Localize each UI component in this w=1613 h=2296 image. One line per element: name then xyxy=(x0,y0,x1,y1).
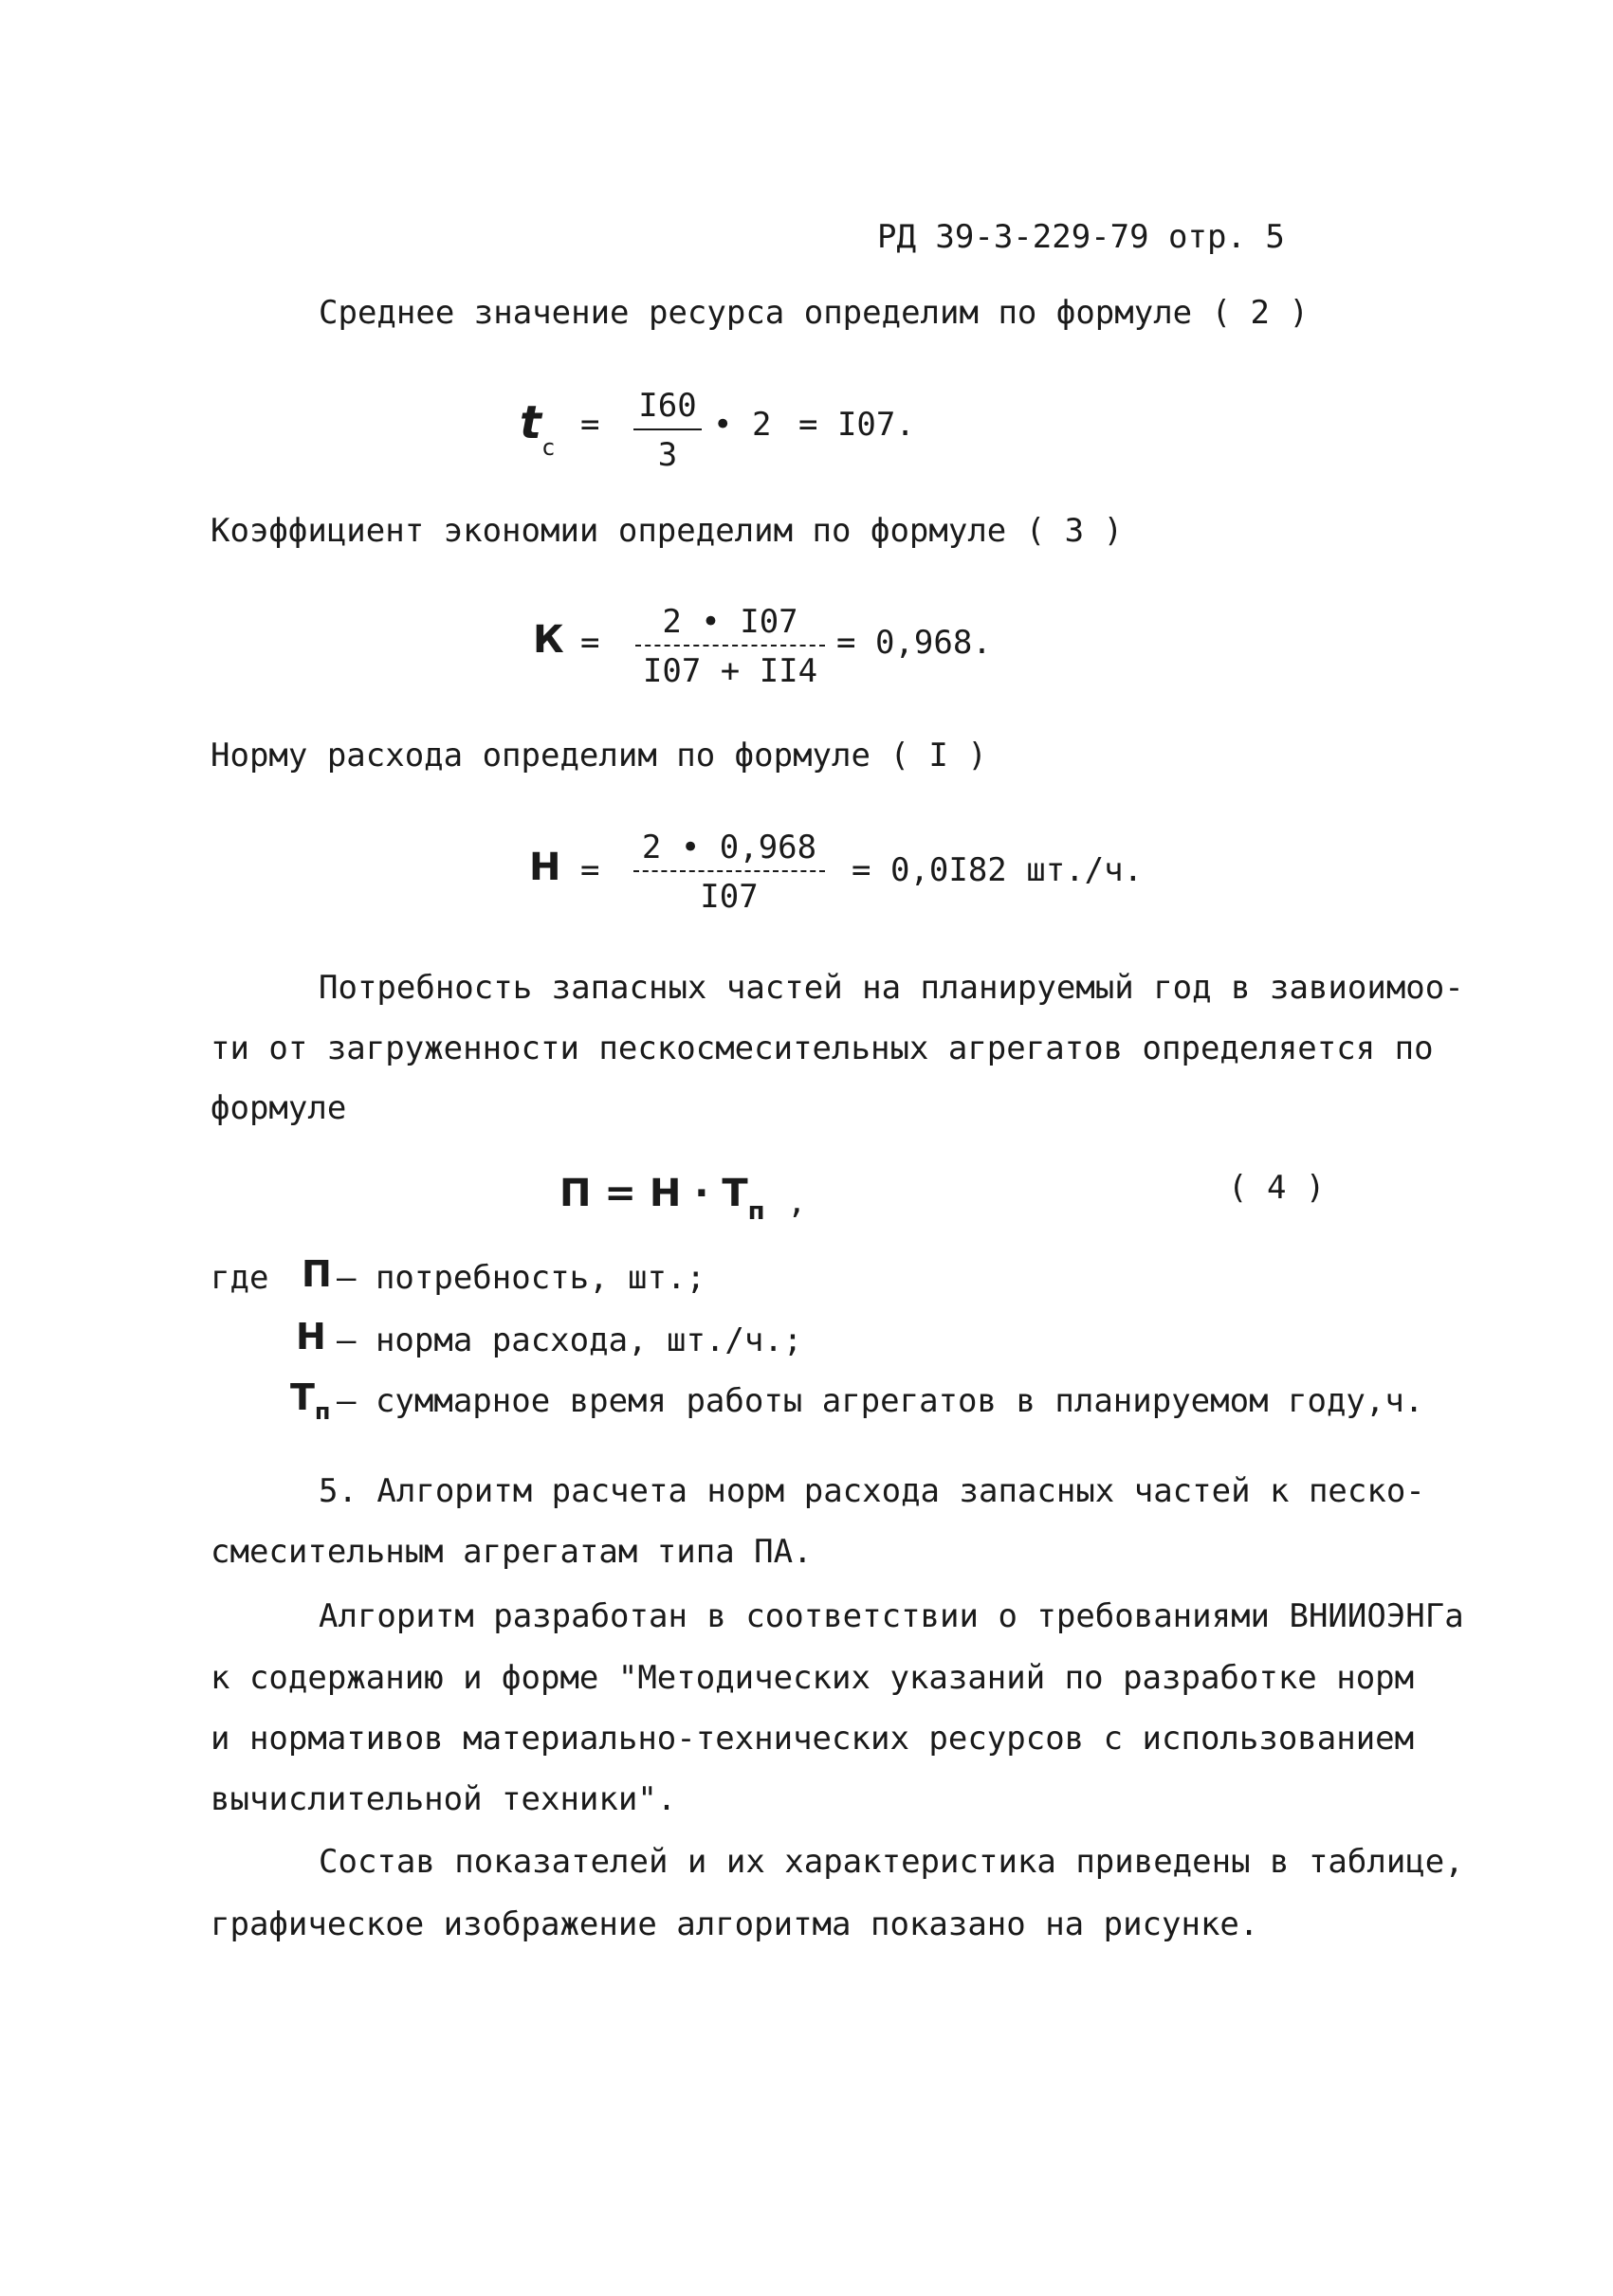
definition-item xyxy=(296,1316,326,1358)
definition-text: – потребность, шт.; xyxy=(337,1259,706,1297)
formula2-eq1: = xyxy=(580,624,600,662)
formula1-eq1: = xyxy=(580,406,600,444)
definition-symbol-sub: п xyxy=(314,1398,331,1425)
formula2-fraction xyxy=(635,603,825,690)
paragraph6-line: Состав показателей и их характеристика приведены в таблице, xyxy=(319,1843,1464,1881)
formula3-result: = 0,0I82 шт./ч. xyxy=(852,851,1144,889)
formula3-eq1: = xyxy=(580,851,600,889)
paragraph-average-resource: Среднее значение ресурса определим по формуле ( 2 ) xyxy=(319,294,1309,332)
paragraph5-line: Алгоритм разработан в соответствии о требованиями ВНИИОЭНГа xyxy=(319,1597,1464,1635)
definitions-where: где xyxy=(211,1259,269,1297)
formula1-denominator: 3 xyxy=(657,436,678,474)
page-header: РД 39-3-229-79 отр. 5 xyxy=(877,218,1285,256)
paragraph5-line: и нормативов материально-технических ресурсов с использованием xyxy=(211,1720,1415,1758)
formula1-multiplier: • 2 xyxy=(713,406,772,444)
formula4-comma: , xyxy=(787,1183,807,1221)
formula4-sub: п xyxy=(747,1197,765,1226)
formula2-denominator: I07 + II4 xyxy=(642,652,818,690)
formula2-result: = 0,968. xyxy=(836,624,992,662)
definition-symbol: П xyxy=(302,1253,332,1295)
definition-text: – суммарное время работы агрегатов в планируемом году,ч. xyxy=(337,1382,1424,1420)
paragraph5-line: вычислительной техники". xyxy=(211,1780,677,1818)
formula3-numerator: 2 • 0,968 xyxy=(633,829,825,872)
formula4-expression: П = Н · Т xyxy=(559,1172,748,1215)
formula1-fraction xyxy=(633,387,702,474)
formula2-lhs: К xyxy=(533,618,564,662)
formula3-denominator: I07 xyxy=(700,878,759,916)
definition-symbol: Н xyxy=(296,1316,326,1358)
paragraph4-line: ти от загруженности пескосмесительных агрегатов определяется по xyxy=(211,1030,1434,1067)
paragraph5-line: к содержанию и форме "Методических указаний по разработке норм xyxy=(211,1659,1415,1697)
formula3-fraction xyxy=(633,829,825,916)
formula4-number: ( 4 ) xyxy=(1228,1169,1326,1207)
paragraph-economy-coefficient: Коэффициент экономии определим по формуле ( 3 ) xyxy=(211,512,1124,550)
formula1-numerator: I60 xyxy=(633,387,702,430)
section5-line: смесительным агрегатам типа ПА. xyxy=(211,1533,813,1571)
paragraph4-line: формуле xyxy=(211,1089,347,1127)
paragraph-consumption-norm: Норму расхода определим по формуле ( I ) xyxy=(211,737,987,774)
formula2-numerator: 2 • I07 xyxy=(635,603,825,647)
paragraph6-line: графическое изображение алгоритма показано на рисунке. xyxy=(211,1905,1259,1943)
formula3-lhs: Н xyxy=(529,846,561,889)
definition-symbol: Т xyxy=(290,1376,315,1418)
formula1-result: = I07. xyxy=(798,406,915,444)
formula1-lhs-sub: c xyxy=(541,434,556,461)
definition-item xyxy=(302,1253,332,1295)
definition-text: – норма расхода, шт./ч.; xyxy=(337,1321,803,1359)
definition-item xyxy=(290,1376,331,1425)
formula1-lhs: t xyxy=(520,396,541,449)
section5-line: 5. Алгоритм расчета норм расхода запасных частей к песко- xyxy=(319,1472,1425,1510)
paragraph4-line: Потребность запасных частей на планируемый год в завиоимоо- xyxy=(319,969,1464,1007)
